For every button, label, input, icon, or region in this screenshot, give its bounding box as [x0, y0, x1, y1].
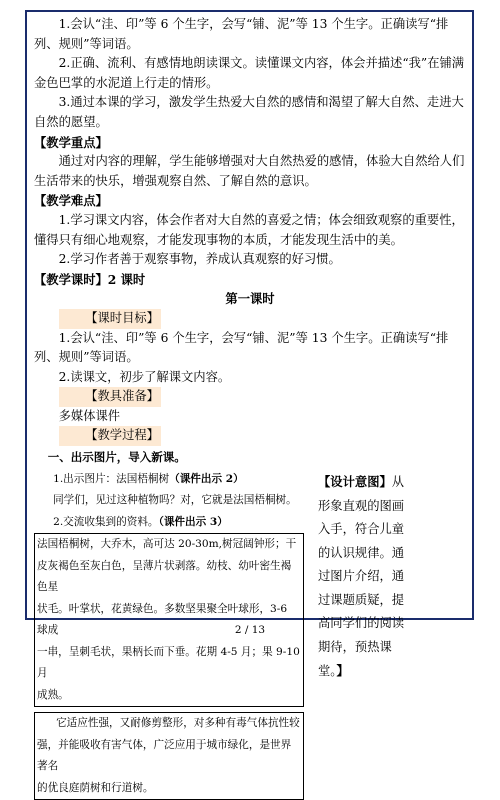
design-intent-label: 【设计意图】 — [318, 474, 392, 490]
box2-line-2: 强，并能吸收有害气体，广泛应用于城市绿化，是世界著名 — [37, 738, 292, 773]
objective-3: 3.通过本课的学习，激发学生热爱大自然的感情和渴望了解大自然、走进大自然的愿望。 — [34, 95, 464, 129]
difficulty-1: 1.学习课文内容，体会作者对大自然的喜爱之情；体会细致观察的重要性，懂得只有细心地观察，才能发现事物的本质，才能发现生活中的美。 — [34, 212, 464, 247]
key-points-text: 通过对内容的理解，学生能够增强对大自然热爱的感情，体验大自然给人们生活带来的快乐，增强观察自然、了解自然的意识。 — [34, 154, 465, 188]
tree-info-box-1 — [34, 533, 304, 707]
lesson-title: 第一课时 — [225, 291, 275, 307]
lesson-goal-1: 1.会认“洼、印”等 6 个生字，会写“铺、泥”等 13 个生字。正确读写“排列、规则”等词语。 — [34, 330, 449, 365]
box2-line-3: 的优良庭荫树和行道树。 — [37, 781, 154, 794]
lesson-goal-2: 2.读课文，初步了解课文内容。 — [58, 369, 231, 384]
difficulties-heading: 【教学难点】 — [34, 193, 108, 209]
design-intent-line-6: 过课题质疑，提 — [318, 592, 405, 607]
design-intent-end: 】 — [336, 663, 349, 679]
design-intent-line-2: 形象直观的图画 — [318, 498, 405, 513]
design-intent-line-7: 高同学们的阅读 — [318, 616, 405, 631]
box1-line-3: 状毛。叶掌状，花黄绿色。多数坚果聚全叶球形，3-6 球成 — [37, 602, 288, 637]
design-intent-line-5: 过图片介绍，通 — [318, 569, 405, 584]
prep-text: 多媒体课件 — [58, 408, 121, 423]
step-1: 1.出示图片：法国梧桐树（课件出示 2） — [53, 472, 244, 485]
design-intent-column — [318, 470, 465, 684]
objective-1: 1.会认“洼、印”等 6 个生字，会写“铺、泥”等 13 个生字。正确读写“排列、规则”等词语。 — [34, 17, 449, 51]
step-2-tag: （课件出示 3） — [158, 515, 228, 528]
design-intent-line-8: 期待，预热课 — [318, 639, 392, 654]
hours-heading: 【教学课时】2 课时 — [34, 271, 146, 287]
design-intent-line-3: 入手，符合儿童 — [318, 522, 405, 537]
box1-line-2: 皮灰褐色至灰白色，呈薄片状剥落。幼枝、幼叶密生褐色星 — [37, 559, 292, 594]
box1-line-5: 成熟。 — [37, 688, 69, 701]
box2-line-1: 它适应性强，又耐修剪整形，对多种有毒气体抗性较 — [56, 717, 300, 730]
page-number: 2 / 13 — [234, 624, 266, 636]
difficulty-2: 2.学习作者善于观察事物，养成认真观察的好习惯。 — [58, 252, 341, 267]
box1-line-4: 一串，呈刺毛状，果柄长而下垂。花期 4-5 月；果 9-10 月 — [37, 645, 300, 680]
design-intent-line-4: 的认识规律。通 — [318, 545, 405, 560]
step-1-question: 同学们，见过这种植物吗？对，它就是法国梧桐树。 — [53, 494, 297, 507]
design-intent-line-9: 堂。】 — [318, 663, 349, 679]
page-content — [34, 15, 466, 800]
process-heading: 【教学过程】 — [59, 426, 161, 446]
box1-line-1: 法国梧桐树，大乔木，高可达 20-30m,树冠阔钟形；干 — [37, 538, 297, 551]
key-points-heading: 【教学重点】 — [34, 134, 108, 150]
step-1-tag: （课件出示 2） — [169, 472, 244, 485]
prep-heading: 【教具准备】 — [59, 387, 161, 407]
objective-2: 2.正确、流利、有感情地朗读课文。读懂课文内容，体会并描述“我”在铺满金色巴掌的水泥道上行走的情形。 — [34, 56, 465, 90]
lesson-goals-heading: 【课时目标】 — [59, 309, 161, 329]
step-2: 2.交流收集到的资料。（课件出示 3） — [53, 515, 228, 528]
process-section-title: 一、出示图片，导入新课。 — [47, 450, 186, 465]
design-intent-line-1: 【设计意图】从 — [318, 474, 405, 490]
tree-info-box-2 — [34, 712, 304, 800]
